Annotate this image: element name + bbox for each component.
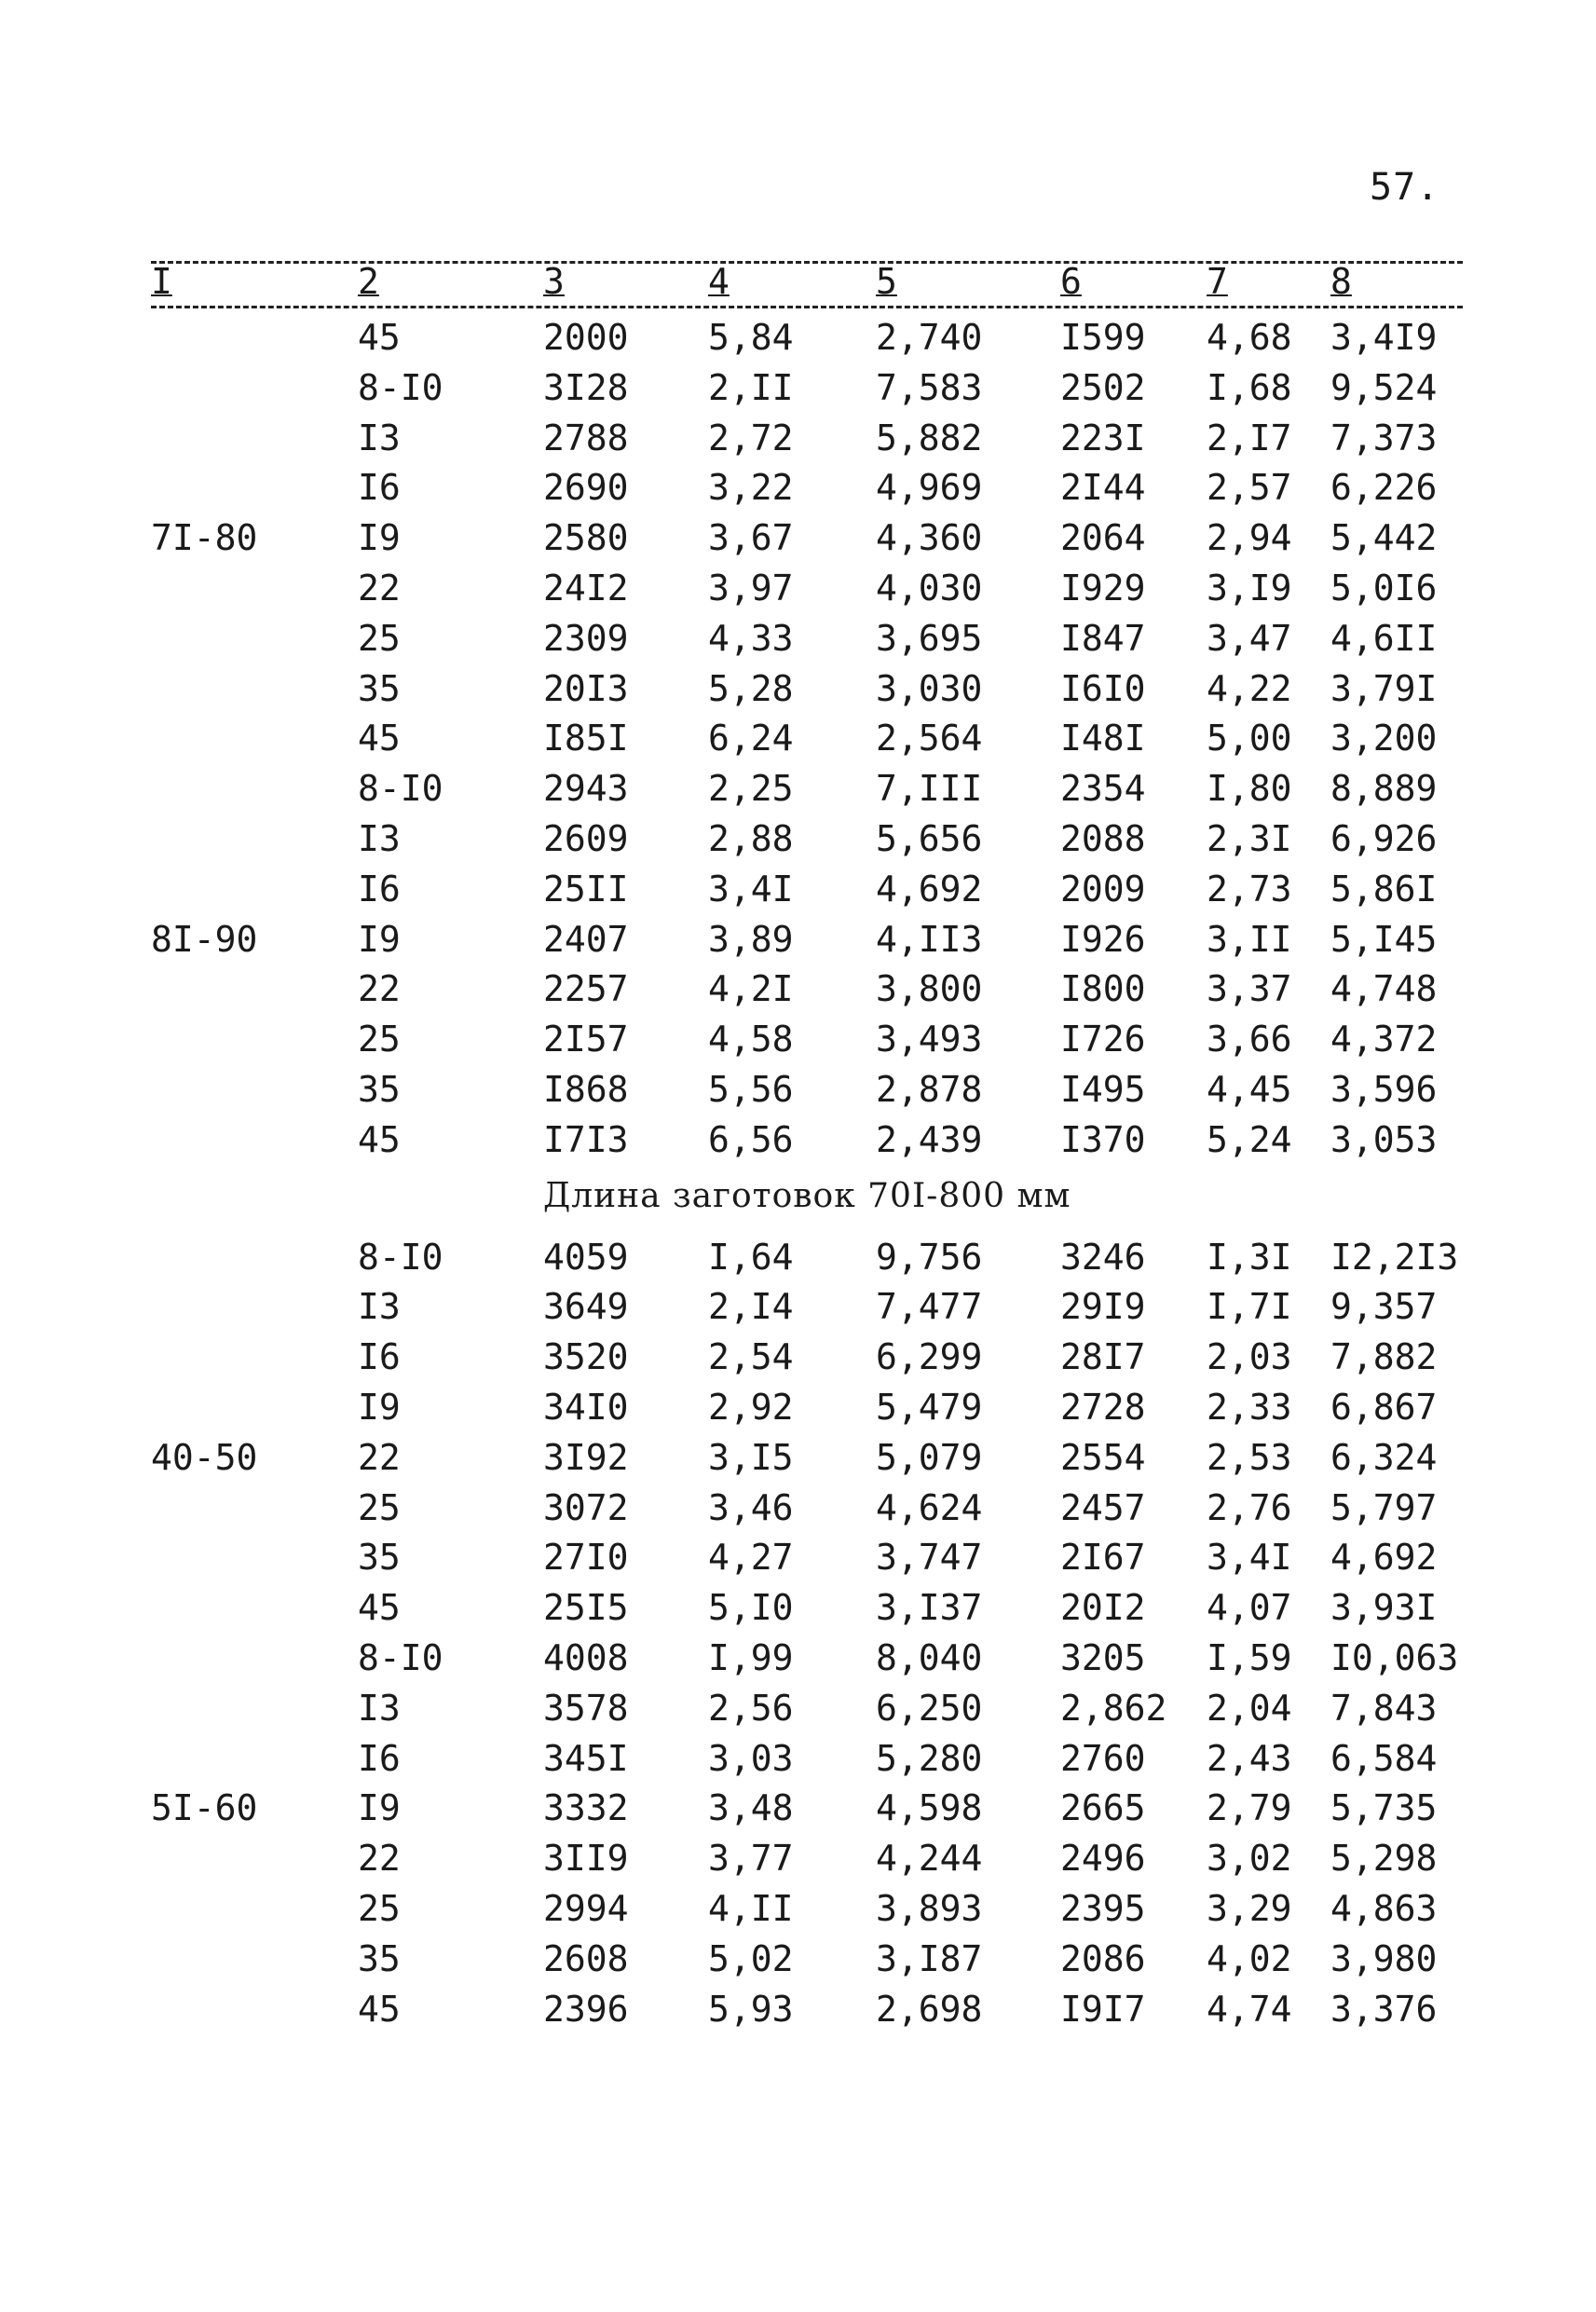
table-row [0, 666, 1596, 717]
cell-c2: 22 [358, 567, 401, 609]
cell-c5: 7,III [876, 768, 983, 810]
table-row [0, 315, 1596, 365]
cell-c4: 3,48 [708, 1787, 794, 1829]
cell-c4: 2,72 [708, 417, 794, 458]
cell-c7: 3,47 [1207, 617, 1292, 659]
cell-c4: 3,03 [708, 1737, 794, 1779]
cell-c7: 2,53 [1207, 1436, 1292, 1478]
cell-c7: 4,74 [1207, 1988, 1292, 2030]
cell-c5: 4,624 [876, 1486, 983, 1528]
cell-c5: 5,479 [876, 1386, 983, 1428]
header-col-5: 5 [876, 261, 897, 302]
cell-c7: I,3I [1207, 1236, 1292, 1278]
cell-c2: 22 [358, 1838, 401, 1880]
cell-c7: I,68 [1207, 366, 1292, 408]
cell-c2: 35 [358, 667, 401, 709]
cell-c2: I6 [358, 868, 401, 910]
cell-c7: I,7I [1207, 1286, 1292, 1328]
cell-c3: 25I5 [543, 1587, 629, 1629]
cell-c2: 25 [358, 1486, 401, 1528]
cell-c7: 2,94 [1207, 517, 1292, 559]
cell-c8: 5,298 [1330, 1838, 1438, 1880]
cell-c2: 35 [358, 1537, 401, 1579]
cell-c6: I847 [1060, 617, 1146, 659]
section-title: Длина заготовок 70I-800 мм [543, 1176, 1071, 1215]
page-number: 57. [1370, 166, 1440, 209]
cell-c4: 2,54 [708, 1336, 794, 1378]
cell-c6: I9I7 [1060, 1988, 1146, 2030]
cell-c7: 2,57 [1207, 467, 1292, 509]
table-row [0, 566, 1596, 616]
cell-c2: I9 [358, 1386, 401, 1428]
cell-c5: 3,030 [876, 667, 983, 709]
cell-c4: 5,02 [708, 1937, 794, 1979]
cell-c7: 2,3I [1207, 817, 1292, 859]
cell-c6: I800 [1060, 968, 1146, 1010]
cell-c6: 28I7 [1060, 1336, 1146, 1378]
cell-c8: 4,863 [1330, 1887, 1438, 1929]
cell-c3: 3332 [543, 1787, 629, 1829]
table-row [0, 1284, 1596, 1334]
cell-c8: 6,867 [1330, 1386, 1438, 1428]
cell-c7: 3,4I [1207, 1537, 1292, 1579]
cell-c8: 6,324 [1330, 1436, 1438, 1478]
table-row [0, 1836, 1596, 1886]
cell-c3: 2608 [543, 1937, 629, 1979]
table-row [0, 1987, 1596, 2037]
table-row [0, 1535, 1596, 1585]
header-bottom-rule [151, 306, 1463, 308]
cell-c7: 2,43 [1207, 1737, 1292, 1779]
cell-c6: I926 [1060, 918, 1146, 960]
table-row [0, 465, 1596, 515]
cell-c2: 45 [358, 1118, 401, 1160]
header-col-8: 8 [1330, 261, 1352, 302]
cell-c6: 2I44 [1060, 467, 1146, 509]
table-row [0, 867, 1596, 917]
cell-c6: 3205 [1060, 1636, 1146, 1678]
cell-c7: 4,07 [1207, 1587, 1292, 1629]
cell-c6: 2088 [1060, 817, 1146, 859]
table-row [0, 1585, 1596, 1635]
table-header [0, 261, 1596, 306]
cell-c5: 2,878 [876, 1068, 983, 1110]
cell-c7: 2,04 [1207, 1687, 1292, 1729]
cell-c8: 6,226 [1330, 467, 1438, 509]
cell-c2: 8-I0 [358, 366, 443, 408]
cell-c7: 2,03 [1207, 1336, 1292, 1378]
cell-c5: 8,040 [876, 1636, 983, 1678]
cell-c4: 2,56 [708, 1687, 794, 1729]
table-row [0, 416, 1596, 466]
cell-c5: 5,882 [876, 417, 983, 458]
cell-c6: 2496 [1060, 1838, 1146, 1880]
cell-c5: 3,893 [876, 1887, 983, 1929]
cell-c4: 3,67 [708, 517, 794, 559]
cell-c2: 45 [358, 718, 401, 759]
cell-c4: 3,22 [708, 467, 794, 509]
cell-c4: 5,56 [708, 1068, 794, 1110]
cell-c6: I495 [1060, 1068, 1146, 1110]
cell-c8: 4,748 [1330, 968, 1438, 1010]
cell-c7: 2,79 [1207, 1787, 1292, 1829]
table-row [0, 766, 1596, 816]
cell-c6: I929 [1060, 567, 1146, 609]
cell-c3: 3649 [543, 1286, 629, 1328]
table-row [0, 1385, 1596, 1435]
table-row [0, 1736, 1596, 1786]
table-row [0, 1435, 1596, 1485]
cell-c7: 4,22 [1207, 667, 1292, 709]
table-row [0, 816, 1596, 867]
cell-c7: 3,II [1207, 918, 1292, 960]
table-row [0, 1117, 1596, 1168]
cell-c8: 3,79I [1330, 667, 1438, 709]
table-row [0, 1334, 1596, 1385]
cell-c4: 3,97 [708, 567, 794, 609]
cell-c4: 3,89 [708, 918, 794, 960]
cell-c4: 3,77 [708, 1838, 794, 1880]
cell-c8: 4,6II [1330, 617, 1438, 659]
cell-c8: 5,0I6 [1330, 567, 1438, 609]
cell-c5: 5,280 [876, 1737, 983, 1779]
cell-c3: 2396 [543, 1988, 629, 2030]
cell-c4: 4,33 [708, 617, 794, 659]
cell-c6: 2,862 [1060, 1687, 1167, 1729]
table-row [0, 1936, 1596, 1987]
cell-c8: 9,524 [1330, 366, 1438, 408]
cell-c5: 4,360 [876, 517, 983, 559]
cell-c8: 3,596 [1330, 1068, 1438, 1110]
cell-c4: 5,28 [708, 667, 794, 709]
cell-c3: I7I3 [543, 1118, 629, 1160]
cell-c8: 7,843 [1330, 1687, 1438, 1729]
cell-c3: 2I57 [543, 1019, 629, 1060]
cell-c4: I,64 [708, 1236, 794, 1278]
cell-c6: 29I9 [1060, 1286, 1146, 1328]
cell-c5: 7,477 [876, 1286, 983, 1328]
cell-c1: 7I-80 [151, 517, 258, 559]
cell-c2: I3 [358, 417, 401, 458]
cell-c8: 4,692 [1330, 1537, 1438, 1579]
cell-c3: 3072 [543, 1486, 629, 1528]
cell-c3: 25II [543, 868, 629, 910]
table-row [0, 616, 1596, 666]
cell-c2: I9 [358, 918, 401, 960]
cell-c2: 8-I0 [358, 1636, 443, 1678]
cell-c5: 5,656 [876, 817, 983, 859]
cell-c8: 3,053 [1330, 1118, 1438, 1160]
cell-c3: 3520 [543, 1336, 629, 1378]
cell-c2: 45 [358, 1587, 401, 1629]
cell-c6: 20I2 [1060, 1587, 1146, 1629]
cell-c7: 3,66 [1207, 1019, 1292, 1060]
cell-c3: 2994 [543, 1887, 629, 1929]
table-row [0, 1017, 1596, 1067]
cell-c8: 6,584 [1330, 1737, 1438, 1779]
cell-c4: 3,46 [708, 1486, 794, 1528]
cell-c8: I2,2I3 [1330, 1236, 1459, 1278]
cell-c2: I3 [358, 1286, 401, 1328]
cell-c8: 3,4I9 [1330, 317, 1438, 358]
cell-c6: 223I [1060, 417, 1146, 458]
cell-c3: 3II9 [543, 1838, 629, 1880]
table-block-2 [0, 1235, 1596, 2037]
cell-c6: 2457 [1060, 1486, 1146, 1528]
cell-c8: 3,376 [1330, 1988, 1438, 2030]
table-row [0, 1485, 1596, 1536]
cell-c5: 3,493 [876, 1019, 983, 1060]
cell-c8: 5,I45 [1330, 918, 1438, 960]
cell-c5: 2,439 [876, 1118, 983, 1160]
cell-c2: I3 [358, 1687, 401, 1729]
cell-c2: 45 [358, 1988, 401, 2030]
cell-c4: 3,I5 [708, 1436, 794, 1478]
cell-c8: 5,735 [1330, 1787, 1438, 1829]
cell-c4: 4,2I [708, 968, 794, 1010]
cell-c5: 2,564 [876, 718, 983, 759]
header-col-2: 2 [358, 261, 379, 302]
cell-c5: 3,747 [876, 1537, 983, 1579]
cell-c7: 2,76 [1207, 1486, 1292, 1528]
cell-c5: 4,030 [876, 567, 983, 609]
table-row [0, 1067, 1596, 1117]
cell-c8: 3,93I [1330, 1587, 1438, 1629]
cell-c1: 5I-60 [151, 1787, 258, 1829]
cell-c3: 2000 [543, 317, 629, 358]
cell-c6: I48I [1060, 718, 1146, 759]
cell-c7: 5,00 [1207, 718, 1292, 759]
cell-c2: I3 [358, 817, 401, 859]
cell-c8: 9,357 [1330, 1286, 1438, 1328]
cell-c2: 25 [358, 1019, 401, 1060]
cell-c6: I370 [1060, 1118, 1146, 1160]
cell-c8: 5,86I [1330, 868, 1438, 910]
cell-c8: 6,926 [1330, 817, 1438, 859]
cell-c2: I9 [358, 517, 401, 559]
cell-c4: 6,56 [708, 1118, 794, 1160]
cell-c2: I6 [358, 467, 401, 509]
cell-c4: 2,I4 [708, 1286, 794, 1328]
cell-c8: I0,063 [1330, 1636, 1459, 1678]
cell-c6: 2354 [1060, 768, 1146, 810]
cell-c5: 2,740 [876, 317, 983, 358]
table-block-1 [0, 315, 1596, 1168]
cell-c8: 3,200 [1330, 718, 1438, 759]
cell-c3: 2788 [543, 417, 629, 458]
cell-c6: I599 [1060, 317, 1146, 358]
cell-c5: 9,756 [876, 1236, 983, 1278]
cell-c4: 5,84 [708, 317, 794, 358]
cell-c5: 3,800 [876, 968, 983, 1010]
cell-c8: 8,889 [1330, 768, 1438, 810]
cell-c4: 5,I0 [708, 1587, 794, 1629]
table-row [0, 1686, 1596, 1736]
section-title-row [0, 1168, 1596, 1235]
cell-c3: 2609 [543, 817, 629, 859]
cell-c6: 2502 [1060, 366, 1146, 408]
cell-c2: 22 [358, 968, 401, 1010]
cell-c7: 3,I9 [1207, 567, 1292, 609]
table-row [0, 1785, 1596, 1836]
header-col-4: 4 [708, 261, 730, 302]
cell-c8: 5,442 [1330, 517, 1438, 559]
cell-c6: 2728 [1060, 1386, 1146, 1428]
table-row [0, 1635, 1596, 1686]
cell-c3: I868 [543, 1068, 629, 1110]
header-col-6: 6 [1060, 261, 1082, 302]
cell-c7: 4,45 [1207, 1068, 1292, 1110]
data-table [0, 315, 1596, 2036]
cell-c2: 8-I0 [358, 1236, 443, 1278]
cell-c7: 2,73 [1207, 868, 1292, 910]
table-row [0, 1235, 1596, 1285]
cell-c5: 2,698 [876, 1988, 983, 2030]
table-row [0, 917, 1596, 967]
cell-c5: 4,692 [876, 868, 983, 910]
cell-c4: 4,II [708, 1887, 794, 1929]
table-row [0, 716, 1596, 766]
cell-c6: 2395 [1060, 1887, 1146, 1929]
cell-c8: 7,882 [1330, 1336, 1438, 1378]
header-col-7: 7 [1207, 261, 1228, 302]
cell-c6: 2665 [1060, 1787, 1146, 1829]
header-col-3: 3 [543, 261, 565, 302]
cell-c7: 4,02 [1207, 1937, 1292, 1979]
cell-c4: 4,27 [708, 1537, 794, 1579]
cell-c4: 6,24 [708, 718, 794, 759]
cell-c5: 3,I87 [876, 1937, 983, 1979]
cell-c6: 2554 [1060, 1436, 1146, 1478]
cell-c6: I726 [1060, 1019, 1146, 1060]
cell-c5: 4,598 [876, 1787, 983, 1829]
cell-c7: 3,02 [1207, 1838, 1292, 1880]
cell-c3: 2690 [543, 467, 629, 509]
cell-c2: I6 [358, 1737, 401, 1779]
cell-c3: 24I2 [543, 567, 629, 609]
cell-c5: 4,244 [876, 1838, 983, 1880]
cell-c5: 4,969 [876, 467, 983, 509]
cell-c6: 2009 [1060, 868, 1146, 910]
cell-c7: 4,68 [1207, 317, 1292, 358]
cell-c2: 22 [358, 1436, 401, 1478]
cell-c4: 2,25 [708, 768, 794, 810]
table-row [0, 365, 1596, 416]
cell-c2: 35 [358, 1937, 401, 1979]
cell-c3: 34I0 [543, 1386, 629, 1428]
cell-c4: 2,II [708, 366, 794, 408]
cell-c3: 4059 [543, 1236, 629, 1278]
cell-c5: 7,583 [876, 366, 983, 408]
cell-c6: 2760 [1060, 1737, 1146, 1779]
cell-c7: 5,24 [1207, 1118, 1292, 1160]
cell-c4: 3,4I [708, 868, 794, 910]
cell-c5: 6,299 [876, 1336, 983, 1378]
cell-c5: 4,II3 [876, 918, 983, 960]
cell-c3: 2309 [543, 617, 629, 659]
header-col-1: I [151, 261, 172, 302]
cell-c3: 27I0 [543, 1537, 629, 1579]
cell-c7: I,59 [1207, 1636, 1292, 1678]
table-row [0, 966, 1596, 1017]
cell-c7: 3,37 [1207, 968, 1292, 1010]
cell-c3: 20I3 [543, 667, 629, 709]
cell-c6: 2064 [1060, 517, 1146, 559]
cell-c4: I,99 [708, 1636, 794, 1678]
cell-c3: 3I28 [543, 366, 629, 408]
cell-c3: 2943 [543, 768, 629, 810]
table-row [0, 515, 1596, 566]
cell-c8: 4,372 [1330, 1019, 1438, 1060]
cell-c2: 35 [358, 1068, 401, 1110]
cell-c3: 2257 [543, 968, 629, 1010]
cell-c2: I6 [358, 1336, 401, 1378]
cell-c5: 3,695 [876, 617, 983, 659]
cell-c4: 5,93 [708, 1988, 794, 2030]
cell-c3: 345I [543, 1737, 629, 1779]
cell-c2: 45 [358, 317, 401, 358]
cell-c4: 4,58 [708, 1019, 794, 1060]
cell-c1: 40-50 [151, 1436, 258, 1478]
cell-c5: 5,079 [876, 1436, 983, 1478]
cell-c7: I,80 [1207, 768, 1292, 810]
cell-c8: 7,373 [1330, 417, 1438, 458]
cell-c2: 8-I0 [358, 768, 443, 810]
cell-c6: I6I0 [1060, 667, 1146, 709]
cell-c4: 2,88 [708, 817, 794, 859]
cell-c3: 2407 [543, 918, 629, 960]
cell-c6: 2086 [1060, 1937, 1146, 1979]
cell-c8: 5,797 [1330, 1486, 1438, 1528]
cell-c4: 2,92 [708, 1386, 794, 1428]
cell-c1: 8I-90 [151, 918, 258, 960]
cell-c2: 25 [358, 617, 401, 659]
cell-c3: 2580 [543, 517, 629, 559]
cell-c3: 4008 [543, 1636, 629, 1678]
cell-c7: 2,33 [1207, 1386, 1292, 1428]
cell-c3: 3I92 [543, 1436, 629, 1478]
cell-c3: 3578 [543, 1687, 629, 1729]
cell-c7: 3,29 [1207, 1887, 1292, 1929]
cell-c8: 3,980 [1330, 1937, 1438, 1979]
cell-c2: I9 [358, 1787, 401, 1829]
cell-c3: I85I [543, 718, 629, 759]
cell-c6: 2I67 [1060, 1537, 1146, 1579]
table-row [0, 1886, 1596, 1936]
cell-c5: 3,I37 [876, 1587, 983, 1629]
cell-c2: 25 [358, 1887, 401, 1929]
cell-c5: 6,250 [876, 1687, 983, 1729]
cell-c7: 2,I7 [1207, 417, 1292, 458]
cell-c6: 3246 [1060, 1236, 1146, 1278]
